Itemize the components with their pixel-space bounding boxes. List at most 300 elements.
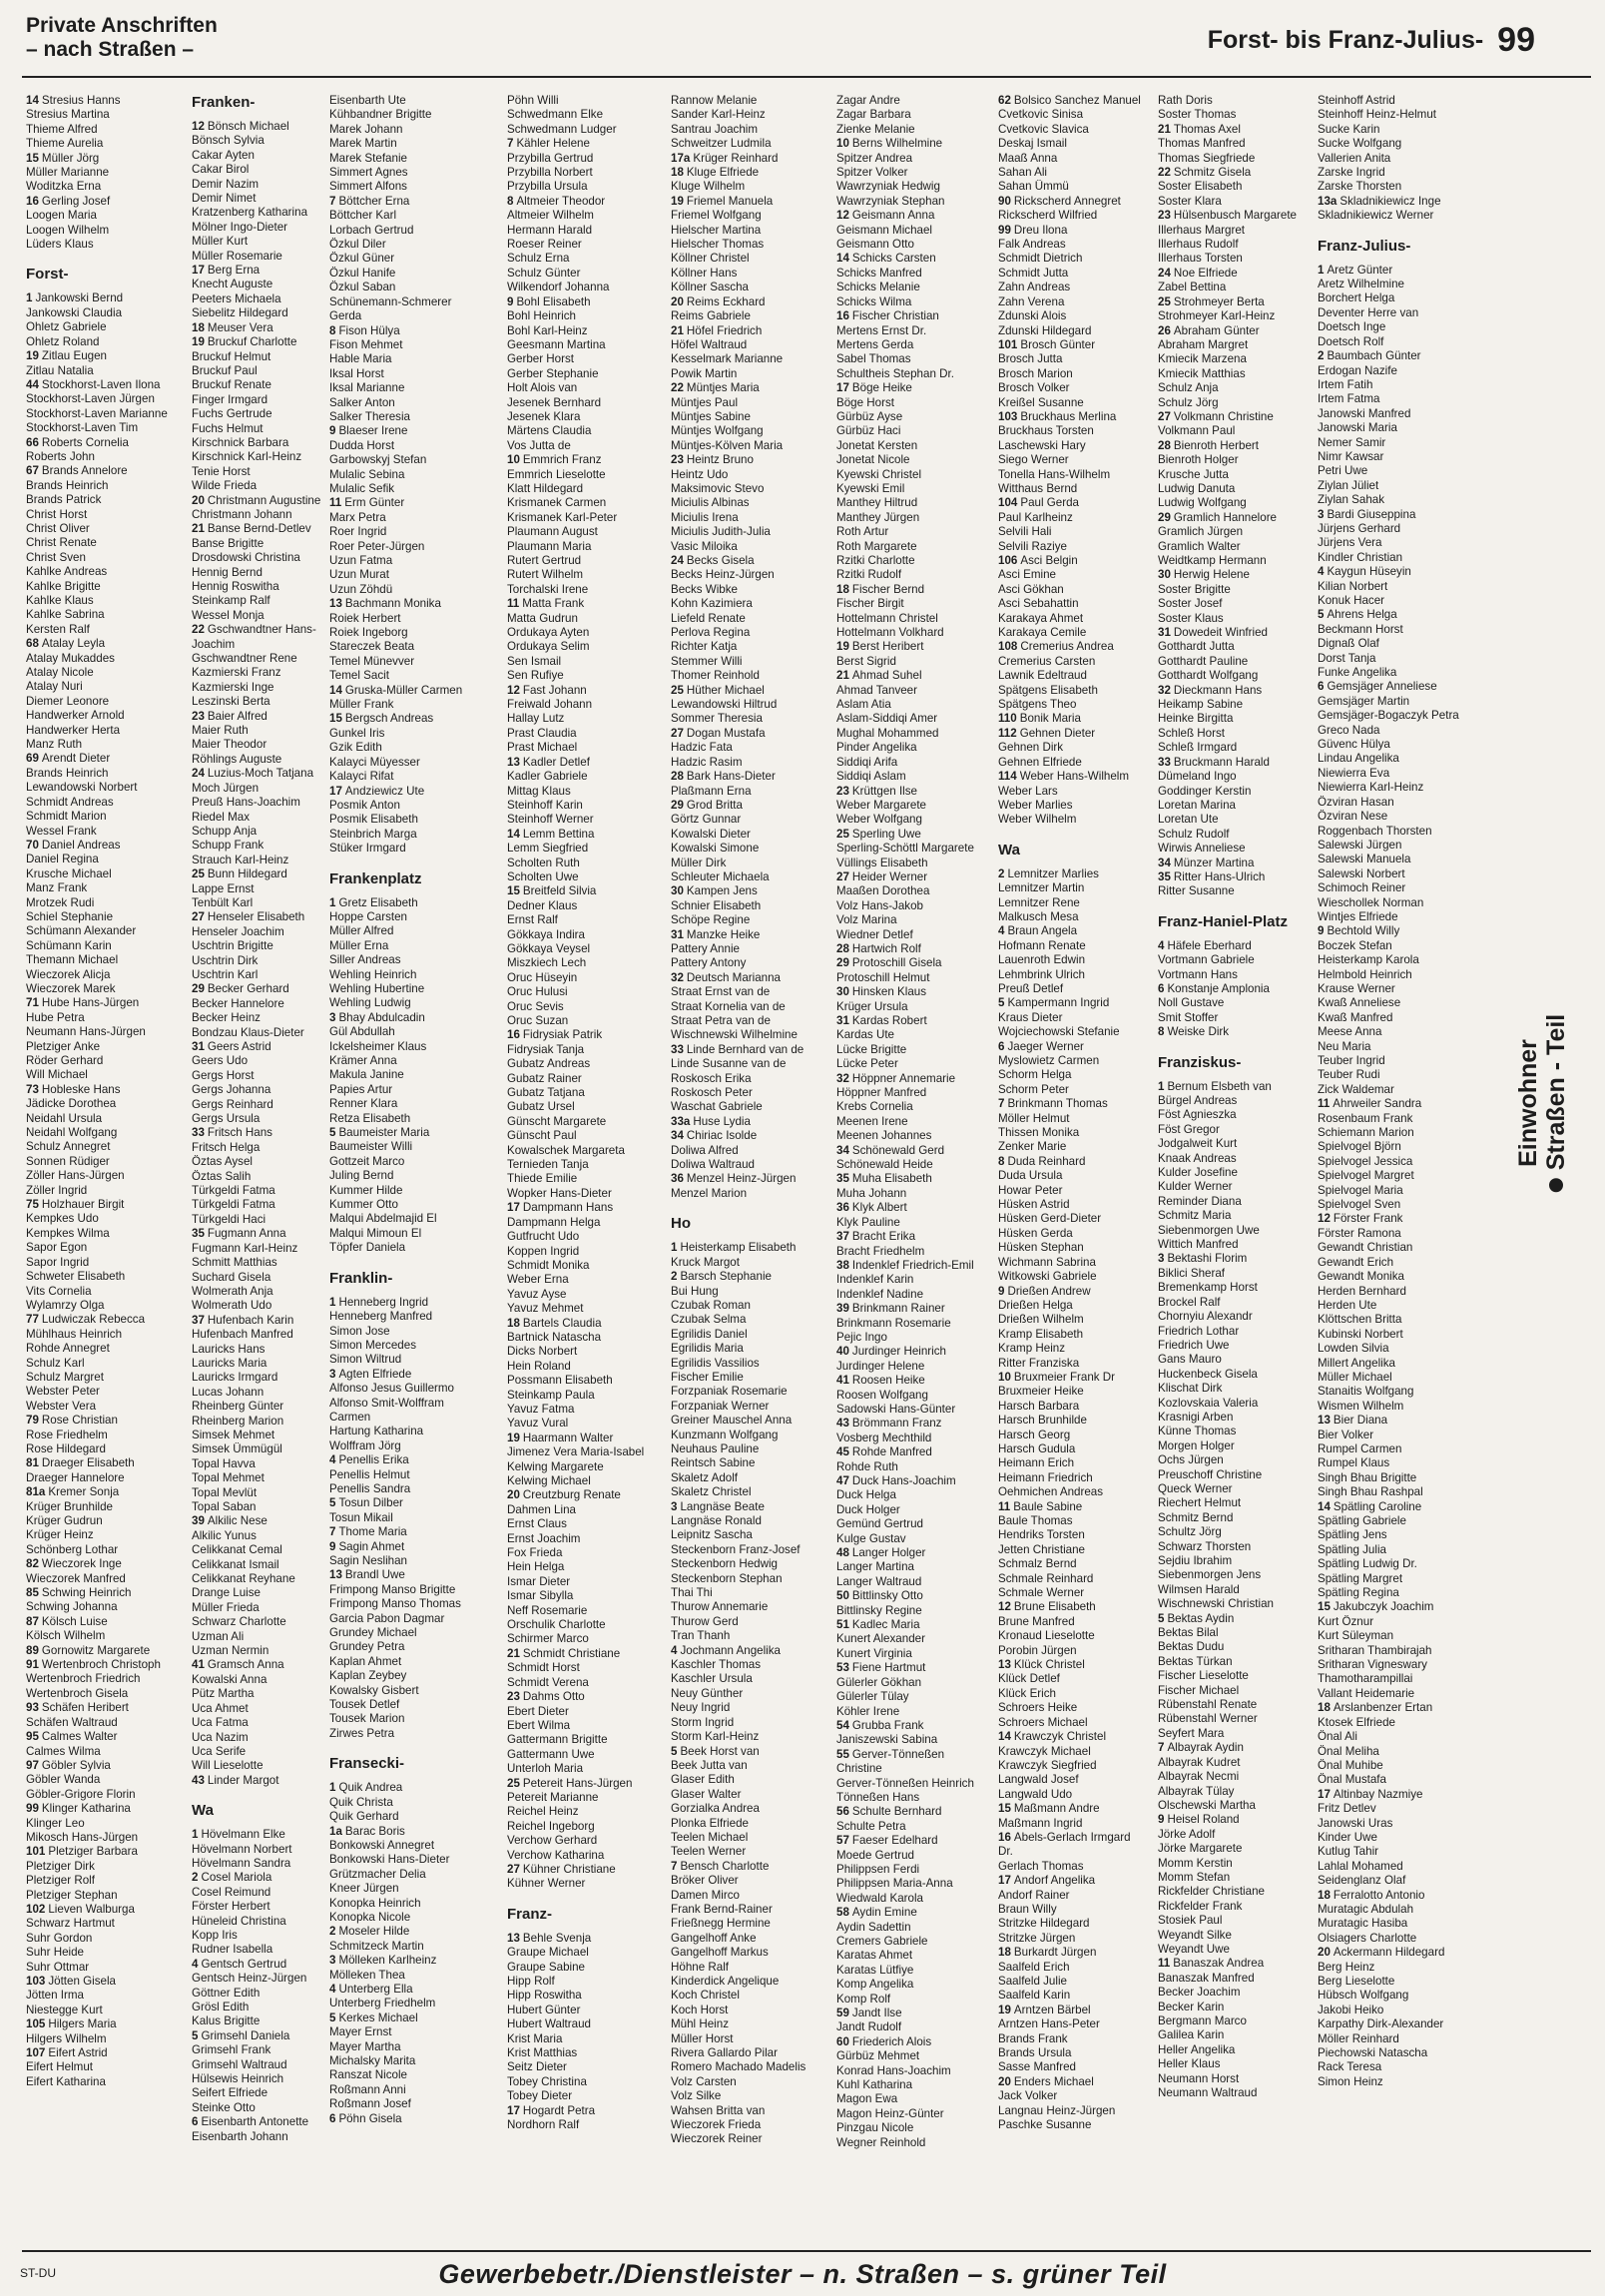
resident-entry: Kummer Otto bbox=[329, 1198, 398, 1212]
resident-entry: Kulge Gustav bbox=[836, 1531, 906, 1545]
resident-entry: 27 Kühner Christiane bbox=[507, 1862, 616, 1876]
resident-entry: Kühner Werner bbox=[507, 1877, 586, 1891]
resident-entry: Steinkamp Paula bbox=[507, 1388, 595, 1402]
resident-entry: 21 Höfel Friedrich bbox=[671, 323, 763, 337]
resident-entry: Kardas Ute bbox=[836, 1028, 894, 1042]
resident-entry: Banaszak Manfred bbox=[1158, 1971, 1255, 1985]
resident-entry: Lücke Peter bbox=[836, 1057, 898, 1071]
resident-entry: Simon Wiltrud bbox=[329, 1353, 402, 1367]
resident-entry: Schiel Stephanie bbox=[26, 909, 114, 923]
resident-entry: Miciulis Judith-Julia bbox=[671, 525, 771, 539]
house-number: 66 bbox=[26, 435, 39, 449]
resident-entry: Salewski Manuela bbox=[1318, 853, 1411, 866]
resident-entry: 2 Barsch Stephanie bbox=[671, 1270, 772, 1284]
house-number: 22 bbox=[671, 381, 684, 395]
resident-entry: Steinhoff Astrid bbox=[1318, 94, 1395, 107]
resident-entry: Becks Wibke bbox=[671, 582, 739, 596]
resident-entry: Deskaj Ismail bbox=[998, 137, 1067, 151]
house-number: 36 bbox=[836, 1201, 849, 1215]
resident-entry: 13 Bachmann Monika bbox=[329, 597, 441, 611]
resident-entry: 21 Thomas Axel bbox=[1158, 122, 1241, 136]
resident-entry: Schulz Anja bbox=[1158, 381, 1219, 395]
resident-entry: Wirwis Anneliese bbox=[1158, 842, 1246, 856]
resident-entry: Maaßen Dorothea bbox=[836, 884, 930, 898]
resident-entry: Kmiecik Marzena bbox=[1158, 352, 1247, 366]
resident-entry: Gehnen Elfriede bbox=[998, 755, 1082, 769]
resident-entry: Özkul Saban bbox=[329, 281, 396, 294]
resident-entry: Wegner Reinhold bbox=[836, 2135, 926, 2149]
house-number: 21 bbox=[836, 669, 849, 683]
resident-entry: Schmitz Maria bbox=[1158, 1209, 1232, 1223]
resident-entry: Müller Dirk bbox=[671, 856, 727, 869]
resident-entry: Illerhaus Margret bbox=[1158, 223, 1245, 237]
resident-entry: Kunzmann Wolfgang bbox=[671, 1428, 779, 1441]
resident-entry: Tousek Detlef bbox=[329, 1698, 400, 1712]
resident-entry: Wieczorek Reiner bbox=[671, 2132, 763, 2146]
resident-entry: Simon Heinz bbox=[1318, 2074, 1383, 2088]
resident-entry: Fidrysiak Tanja bbox=[507, 1042, 585, 1056]
resident-entry: Vits Cornelia bbox=[26, 1284, 92, 1298]
resident-entry: Drosdowski Christina bbox=[192, 551, 300, 565]
resident-entry: Graupe Sabine bbox=[507, 1960, 585, 1974]
house-number: 9 bbox=[998, 1284, 1005, 1298]
resident-entry: 11 Baule Sabine bbox=[998, 1499, 1083, 1513]
resident-entry: Jonetat Kersten bbox=[836, 438, 918, 452]
resident-entry: Singh Bhau Rashpal bbox=[1318, 1485, 1423, 1499]
house-number: 16 bbox=[836, 309, 849, 323]
resident-entry: Steckenborn Stephan bbox=[671, 1571, 783, 1585]
resident-entry: Komp Angelika bbox=[836, 1978, 914, 1992]
resident-entry: 30 Hinsken Klaus bbox=[836, 985, 927, 999]
resident-entry: Grundey Michael bbox=[329, 1626, 417, 1640]
resident-entry: Grimsehl Frank bbox=[192, 2043, 271, 2057]
resident-entry: 19 Bruckuf Charlotte bbox=[192, 335, 297, 349]
resident-entry: Schönberg Lothar bbox=[26, 1542, 119, 1556]
resident-entry: Sperling-Schöttl Margarete bbox=[836, 842, 974, 856]
resident-entry: Gattermann Brigitte bbox=[507, 1733, 608, 1747]
resident-entry: Skladnikiewicz Werner bbox=[1318, 209, 1434, 223]
resident-entry: 15 Maßmann Andre bbox=[998, 1802, 1100, 1816]
resident-entry: Bonkowski Hans-Dieter bbox=[329, 1853, 450, 1867]
house-number: 77 bbox=[26, 1313, 39, 1327]
resident-entry: Steckenborn Hedwig bbox=[671, 1557, 778, 1571]
house-number: 5 bbox=[329, 1496, 336, 1510]
resident-entry: 12 Brune Elisabeth bbox=[998, 1600, 1096, 1614]
resident-entry: Christmann Johann bbox=[192, 507, 292, 521]
house-number: 17 bbox=[329, 784, 342, 798]
resident-entry: Gülerler Gökhan bbox=[836, 1675, 922, 1689]
resident-entry: Hein Roland bbox=[507, 1359, 571, 1373]
resident-entry: Hipp Rolf bbox=[507, 1975, 555, 1988]
resident-entry: Kahlke Klaus bbox=[26, 594, 94, 607]
resident-entry: Vortmann Hans bbox=[1158, 967, 1238, 981]
resident-entry: Spätling Regina bbox=[1318, 1586, 1399, 1600]
resident-entry: Albayrak Necmi bbox=[1158, 1770, 1240, 1784]
resident-entry: 12 Förster Frank bbox=[1318, 1212, 1403, 1226]
resident-entry: Volkmann Paul bbox=[1158, 424, 1236, 438]
resident-entry: 5 Bektas Aydin bbox=[1158, 1611, 1235, 1625]
resident-entry: Schweitzer Ludmila bbox=[671, 137, 772, 151]
resident-entry: 9 Bechtold Willy bbox=[1318, 924, 1400, 938]
resident-entry: 27 Dogan Mustafa bbox=[671, 726, 766, 740]
resident-entry: Fison Mehmet bbox=[329, 337, 403, 351]
resident-entry: Perlova Regina bbox=[671, 626, 751, 640]
resident-entry: Fischer Birgit bbox=[836, 597, 904, 611]
resident-entry: Eifert Helmut bbox=[26, 2060, 94, 2074]
resident-entry: Kraus Dieter bbox=[998, 1010, 1063, 1024]
resident-entry: 1a Barac Boris bbox=[329, 1824, 405, 1838]
resident-entry: Müller Marianne bbox=[26, 166, 110, 180]
street-heading: Fransecki- bbox=[329, 1755, 405, 1773]
side-tab bbox=[1512, 938, 1572, 1268]
resident-entry: Kelwing Michael bbox=[507, 1474, 591, 1487]
resident-entry: Brands Heinrich bbox=[26, 478, 109, 492]
house-number: 90 bbox=[998, 194, 1011, 208]
resident-entry: Ritter Susanne bbox=[1158, 884, 1235, 898]
resident-entry: Gentsch Heinz-Jürgen bbox=[192, 1972, 307, 1986]
resident-entry: 77 Ludwiczak Rebecca bbox=[26, 1313, 146, 1327]
resident-entry: Skaletz Adolf bbox=[671, 1470, 739, 1484]
house-number: 13a bbox=[1318, 194, 1338, 208]
resident-entry: Wieczorek Frieda bbox=[671, 2118, 762, 2132]
resident-entry: Rath Doris bbox=[1158, 94, 1213, 107]
house-number: 75 bbox=[26, 1198, 39, 1212]
resident-entry: Yavuz Fatma bbox=[507, 1402, 575, 1416]
resident-entry: Klischat Dirk bbox=[1158, 1382, 1223, 1396]
resident-entry: Simsek Mehmet bbox=[192, 1428, 275, 1441]
resident-entry: Orschulik Charlotte bbox=[507, 1618, 606, 1632]
resident-entry: Jimenez Vera Maria-Isabel bbox=[507, 1445, 645, 1459]
resident-entry: Janowski Uras bbox=[1318, 1816, 1393, 1830]
resident-entry: Lauricks Hans bbox=[192, 1342, 266, 1356]
house-number: 82 bbox=[26, 1557, 39, 1571]
resident-entry: Teuber Ingrid bbox=[1318, 1054, 1385, 1067]
resident-entry: Schmale Reinhard bbox=[998, 1571, 1094, 1585]
resident-entry: Indenklef Karin bbox=[836, 1273, 914, 1287]
resident-entry: Chornyiu Alexandr bbox=[1158, 1310, 1253, 1324]
resident-entry: Karakaya Cemile bbox=[998, 626, 1087, 640]
resident-entry: Cakar Birol bbox=[192, 163, 250, 177]
resident-entry: Salewski Jürgen bbox=[1318, 838, 1402, 852]
resident-entry: Sagin Neslihan bbox=[329, 1554, 407, 1567]
resident-entry: Manthey Hiltrud bbox=[836, 496, 918, 510]
bullet-dot-icon bbox=[1549, 1178, 1563, 1192]
page-number: 99 bbox=[1497, 21, 1535, 59]
resident-entry: 48 Langer Holger bbox=[836, 1546, 926, 1560]
resident-entry: Lowden Silvia bbox=[1318, 1342, 1389, 1356]
resident-entry: Sen Rufiye bbox=[507, 669, 564, 683]
house-number: 3 bbox=[1318, 507, 1325, 521]
resident-entry: Kesselmark Marianne bbox=[671, 352, 784, 366]
resident-entry: Singh Bhau Brigitte bbox=[1318, 1470, 1417, 1484]
resident-entry: Önal Meliha bbox=[1318, 1744, 1379, 1758]
resident-entry: Peeters Michaela bbox=[192, 291, 281, 305]
resident-entry: Müller Rosemarie bbox=[192, 249, 282, 263]
house-number: 7 bbox=[671, 1859, 678, 1873]
resident-entry: Neidahl Ursula bbox=[26, 1111, 103, 1125]
resident-entry: Lehmbrink Ulrich bbox=[998, 967, 1085, 981]
resident-entry: Dudda Horst bbox=[329, 438, 395, 452]
resident-entry: Schöpe Regine bbox=[671, 913, 751, 927]
resident-entry: Glaser Walter bbox=[671, 1787, 742, 1801]
resident-entry: 55 Gerver-Tönneßen bbox=[836, 1747, 945, 1761]
resident-entry: 37 Hufenbach Karin bbox=[192, 1313, 294, 1327]
resident-entry: Kazmierski Inge bbox=[192, 680, 274, 694]
resident-entry: Gotthardt Wolfgang bbox=[1158, 669, 1259, 683]
resident-entry: Uzun Fatma bbox=[329, 554, 393, 567]
house-number: 1a bbox=[329, 1824, 342, 1838]
resident-entry: 20 Christmann Augustine bbox=[192, 493, 321, 507]
resident-entry: Selvili Hali bbox=[998, 525, 1052, 539]
resident-entry: 70 Daniel Andreas bbox=[26, 838, 121, 852]
resident-entry: Webster Vera bbox=[26, 1399, 97, 1413]
resident-entry: Weber Marlies bbox=[998, 798, 1073, 812]
resident-entry: Drießen Wilhelm bbox=[998, 1313, 1084, 1327]
resident-entry: Forzpaniak Werner bbox=[671, 1399, 770, 1413]
resident-entry: Romero Machado Madelis bbox=[671, 2060, 806, 2074]
resident-entry: Rohde Ruth bbox=[836, 1459, 898, 1473]
resident-entry: Özviran Hasan bbox=[1318, 795, 1394, 809]
house-number: 32 bbox=[1158, 683, 1171, 697]
resident-entry: Yavuz Vural bbox=[507, 1417, 569, 1431]
resident-entry: 26 Abraham Günter bbox=[1158, 323, 1260, 337]
resident-entry: 17 Berg Erna bbox=[192, 264, 261, 278]
resident-entry: Langnäse Ronald bbox=[671, 1514, 762, 1527]
resident-entry: Görtz Gunnar bbox=[671, 813, 742, 827]
resident-entry: 18 Ferralotto Antonio bbox=[1318, 1888, 1425, 1902]
resident-entry: Möller Helmut bbox=[998, 1111, 1070, 1125]
resident-entry: Kempkes Wilma bbox=[26, 1226, 110, 1240]
resident-entry: Harsch Barbara bbox=[998, 1399, 1080, 1413]
resident-entry: Gergs Ursula bbox=[192, 1112, 261, 1126]
resident-entry: Schünemann-Schmerer bbox=[329, 294, 452, 308]
resident-entry: 104 Paul Gerda bbox=[998, 496, 1079, 510]
resident-entry: 56 Schulte Bernhard bbox=[836, 1805, 942, 1819]
resident-entry: 38 Indenklef Friedrich-Emil bbox=[836, 1258, 974, 1272]
resident-entry: Aslam-Siddiqi Amer bbox=[836, 712, 938, 726]
house-number: 2 bbox=[329, 1925, 336, 1939]
resident-entry: Mughal Mohammed bbox=[836, 726, 939, 740]
resident-entry: Meese Anna bbox=[1318, 1025, 1382, 1039]
resident-entry: Krebs Cornelia bbox=[836, 1100, 913, 1114]
resident-entry: Abraham Margret bbox=[1158, 337, 1249, 351]
resident-entry: Doetsch Rolf bbox=[1318, 334, 1384, 348]
resident-entry: Müntjes Sabine bbox=[671, 409, 751, 423]
house-number: 1 bbox=[329, 895, 336, 909]
resident-entry: Lücke Brigitte bbox=[836, 1042, 907, 1056]
resident-entry: Bui Hung bbox=[671, 1284, 719, 1298]
resident-entry: Neuy Günther bbox=[671, 1686, 744, 1700]
resident-entry: Carmen bbox=[329, 1410, 371, 1424]
resident-entry: Herden Ute bbox=[1318, 1298, 1377, 1312]
resident-entry: Przybilla Norbert bbox=[507, 166, 593, 180]
resident-entry: Emmrich Lieselotte bbox=[507, 467, 606, 481]
resident-entry: Mertens Ernst Dr. bbox=[836, 323, 927, 337]
resident-entry: Zabel Bettina bbox=[1158, 281, 1227, 294]
resident-entry: Wilkendorf Johanna bbox=[507, 281, 610, 294]
resident-entry: Porobin Jürgen bbox=[998, 1643, 1077, 1657]
resident-entry: 14 Stresius Hanns bbox=[26, 94, 121, 107]
resident-entry: Borchert Helga bbox=[1318, 291, 1395, 305]
resident-entry: 3 Langnäse Beate bbox=[671, 1499, 765, 1513]
resident-entry: Pletziger Anke bbox=[26, 1039, 101, 1053]
resident-entry: Kaschler Ursula bbox=[671, 1672, 753, 1686]
resident-entry: Klück Erich bbox=[998, 1686, 1056, 1700]
resident-entry: Sritharan Vigneswary bbox=[1318, 1658, 1427, 1672]
house-number: 29 bbox=[671, 798, 684, 812]
resident-entry: Kunert Virginia bbox=[836, 1646, 912, 1660]
resident-entry: 31 Dowedeit Winfried bbox=[1158, 626, 1268, 640]
resident-entry: Wolmerath Udo bbox=[192, 1299, 272, 1313]
resident-entry: Frießnegg Hermine bbox=[671, 1917, 771, 1931]
resident-entry: 47 Duck Hans-Joachim bbox=[836, 1474, 956, 1487]
resident-entry: 28 Bark Hans-Dieter bbox=[671, 770, 776, 784]
resident-entry: Krawczyk Siegfried bbox=[998, 1758, 1097, 1772]
house-number: 31 bbox=[1158, 626, 1171, 640]
resident-entry: Wischnewski Christian bbox=[1158, 1597, 1274, 1611]
resident-entry: Schümann Alexander bbox=[26, 924, 137, 938]
resident-entry: Gzik Edith bbox=[329, 741, 382, 755]
resident-entry: Wahsen Britta van bbox=[671, 2103, 766, 2117]
resident-entry: Vasic Miloika bbox=[671, 539, 738, 553]
resident-entry: Krüger Brunhilde bbox=[26, 1499, 114, 1513]
resident-entry: Maaß Anna bbox=[998, 151, 1058, 165]
house-number: 35 bbox=[1158, 869, 1171, 883]
resident-entry: Gattermann Uwe bbox=[507, 1747, 595, 1761]
resident-entry: Schmitzeck Martin bbox=[329, 1939, 424, 1953]
resident-entry: Reintsch Sabine bbox=[671, 1456, 756, 1470]
page-code: ST-DU bbox=[20, 2266, 56, 2280]
resident-entry: 17 Hogardt Petra bbox=[507, 2103, 596, 2117]
resident-entry: Pinder Angelika bbox=[836, 741, 917, 755]
resident-entry: Krüger Ursula bbox=[836, 999, 908, 1013]
resident-entry: Wiedwald Karola bbox=[836, 1891, 923, 1905]
resident-entry: Konrad Hans-Joachim bbox=[836, 2063, 951, 2077]
resident-entry: 19 Arntzen Bärbel bbox=[998, 2003, 1091, 2016]
resident-entry: Mölner Ingo-Dieter bbox=[192, 220, 288, 234]
resident-entry: Boczek Stefan bbox=[1318, 938, 1392, 952]
resident-entry: Günscht Paul bbox=[507, 1129, 577, 1143]
resident-entry: Koch Horst bbox=[671, 2003, 729, 2016]
house-number: 13 bbox=[998, 1658, 1011, 1672]
resident-entry: Bröker Oliver bbox=[671, 1874, 739, 1888]
house-number: 15 bbox=[26, 151, 39, 165]
resident-entry: Strohmeyer Karl-Heinz bbox=[1158, 309, 1276, 323]
resident-entry: Rohde Annegret bbox=[26, 1342, 110, 1356]
house-number: 20 bbox=[998, 2074, 1011, 2088]
resident-entry: 24 Luzius-Moch Tatjana bbox=[192, 767, 314, 781]
resident-entry: Langer Waltraud bbox=[836, 1574, 922, 1588]
house-number: 1 bbox=[192, 1828, 199, 1842]
resident-entry: Kersten Ralf bbox=[26, 622, 90, 636]
resident-entry: Hofmann Renate bbox=[998, 938, 1086, 952]
resident-entry: Schmidt Dietrich bbox=[998, 252, 1083, 266]
house-number: 5 bbox=[1158, 1611, 1165, 1625]
resident-entry: Stosiek Paul bbox=[1158, 1914, 1223, 1928]
resident-entry: 41 Gramsch Anna bbox=[192, 1658, 284, 1672]
resident-entry: Neff Rosemarie bbox=[507, 1603, 588, 1617]
resident-entry: Liefeld Renate bbox=[671, 611, 746, 625]
resident-entry: Bartnick Natascha bbox=[507, 1330, 602, 1344]
resident-entry: Saalfeld Julie bbox=[998, 1975, 1067, 1988]
resident-entry: Zarske Ingrid bbox=[1318, 166, 1385, 180]
resident-entry: Storm Karl-Heinz bbox=[671, 1730, 760, 1744]
resident-entry: Iksal Marianne bbox=[329, 381, 405, 395]
resident-entry: Brosch Marion bbox=[998, 366, 1073, 380]
resident-entry: 13 Brandl Uwe bbox=[329, 1568, 405, 1582]
resident-entry: Dahmen Lina bbox=[507, 1502, 576, 1516]
resident-entry: Müller Frieda bbox=[192, 1600, 260, 1614]
resident-entry: 20 Enders Michael bbox=[998, 2074, 1094, 2088]
resident-entry: 7 Thome Maria bbox=[329, 1525, 407, 1539]
resident-entry: Hoppe Carsten bbox=[329, 909, 407, 923]
resident-entry: Niewierra Eva bbox=[1318, 766, 1390, 780]
resident-entry: 101 Pletziger Barbara bbox=[26, 1845, 138, 1859]
house-number: 114 bbox=[998, 770, 1017, 784]
resident-entry: Jandt Rudolf bbox=[836, 2020, 902, 2034]
resident-entry: Janowski Manfred bbox=[1318, 406, 1411, 420]
resident-entry: 1 Henneberg Ingrid bbox=[329, 1295, 429, 1309]
resident-entry: Zirwes Petra bbox=[329, 1726, 395, 1740]
house-number: 32 bbox=[836, 1071, 849, 1085]
resident-entry: Deventer Herre van bbox=[1318, 305, 1419, 319]
resident-entry: Schümann Karin bbox=[26, 938, 112, 952]
resident-entry: Fischer Emilie bbox=[671, 1370, 744, 1384]
resident-entry: Klyk Pauline bbox=[836, 1215, 900, 1229]
house-number: 27 bbox=[507, 1862, 520, 1876]
resident-entry: Hüsken Stephan bbox=[998, 1241, 1084, 1255]
resident-entry: 107 Eifert Astrid bbox=[26, 2046, 108, 2060]
house-number: 1 bbox=[671, 1241, 678, 1255]
resident-entry: 103 Bruckhaus Merlina bbox=[998, 409, 1117, 423]
resident-entry: Oruc Sevis bbox=[507, 999, 564, 1013]
resident-entry: Thieme Alfred bbox=[26, 122, 98, 136]
resident-entry: 25 Petereit Hans-Jürgen bbox=[507, 1776, 633, 1790]
resident-entry: Neuhaus Pauline bbox=[671, 1441, 760, 1455]
resident-entry: Stritzke Hildegard bbox=[998, 1917, 1090, 1931]
resident-entry: Muha Johann bbox=[836, 1186, 907, 1200]
resident-entry: Drange Luise bbox=[192, 1586, 261, 1600]
resident-entry: Jesenek Klara bbox=[507, 409, 581, 423]
resident-entry: Niewierra Karl-Heinz bbox=[1318, 781, 1424, 795]
resident-entry: Lahlal Mohamed bbox=[1318, 1859, 1403, 1873]
resident-entry: Harsch Gudula bbox=[998, 1441, 1076, 1455]
resident-entry: Berg Lieselotte bbox=[1318, 1975, 1395, 1988]
resident-entry: Yavuz Ayse bbox=[507, 1287, 567, 1301]
resident-entry: 14 Lemm Bettina bbox=[507, 827, 595, 841]
resident-entry: Schmidt Monika bbox=[507, 1258, 590, 1272]
resident-entry: 62 Bolsico Sanchez Manuel bbox=[998, 94, 1141, 107]
resident-entry: Topal Mehmet bbox=[192, 1471, 265, 1485]
resident-entry: 1 Bernum Elsbeth van bbox=[1158, 1079, 1272, 1093]
resident-entry: Soster Thomas bbox=[1158, 108, 1237, 122]
resident-entry: Weber Wolfgang bbox=[836, 813, 922, 827]
resident-entry: 3 Agten Elfriede bbox=[329, 1367, 412, 1381]
resident-entry: Schleß Horst bbox=[1158, 726, 1226, 740]
resident-entry: Dicks Norbert bbox=[507, 1345, 578, 1359]
resident-entry: Makula Janine bbox=[329, 1068, 404, 1082]
resident-entry: Stüker Irmgard bbox=[329, 842, 406, 856]
resident-entry: Hipp Roswitha bbox=[507, 1989, 582, 2003]
resident-entry: Geesmann Martina bbox=[507, 337, 606, 351]
resident-entry: Celikkanat Reyhane bbox=[192, 1572, 295, 1586]
house-number: 30 bbox=[1158, 568, 1171, 582]
resident-entry: Brands Ursula bbox=[998, 2046, 1072, 2060]
resident-entry: Waschat Gabriele bbox=[671, 1100, 763, 1114]
resident-entry: 25 Bunn Hildegard bbox=[192, 867, 287, 881]
house-number: 31 bbox=[836, 1014, 849, 1027]
resident-entry: Vos Jutta de bbox=[507, 438, 571, 452]
